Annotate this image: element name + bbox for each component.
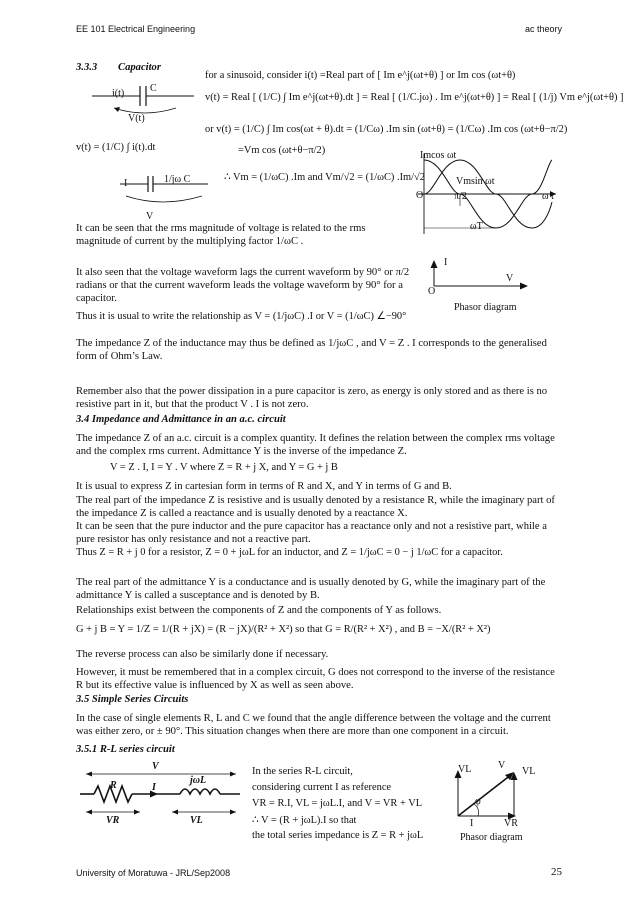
rl-v-label: V <box>152 761 159 772</box>
para-however: However, it must be remembered that in a complex circuit, G does not correspond to the inverse of the resistance R but its effective value is influenced by X as well as seen above. <box>76 667 555 692</box>
impedance-definition: The impedance Z of the inductance may thus be defined as 1/jωC , and V = Z . I corresponds to the generalised form of Ohm’s Law. <box>76 338 547 363</box>
para-pure-elements: It can be seen that the pure inductor and the pure capacitor has a reactance only and not a resistive part, while a pure resistor has only resistance and not a reactive part. <box>76 521 547 546</box>
section-number-333: 3.3.3 <box>76 62 98 73</box>
impedance-examples-line: Thus Z = R + j 0 for a resistor, Z = 0 + jωL for an inductor, and Z = 1/jωC = 0 − j 1/ωC for a capacitor. <box>76 547 503 558</box>
para-cartesian: It is usual to express Z in cartesian form in terms of R and X, and Y in terms of G and B. <box>76 481 452 492</box>
phasor2-phi-label: φ <box>475 796 481 807</box>
cap-eq-magnitude: ∴ Vm = (1/ωC) .Im and Vm/√2 = (1/ωC) .Im/√2 <box>224 172 425 183</box>
cap-eq-v-definition: v(t) = (1/C) ∫ i(t).dt <box>76 142 156 153</box>
wave-wt-label: ω t <box>542 191 554 202</box>
rl-text-line4: ∴ V = (R + jωL).I so that <box>252 815 357 826</box>
relationship-line: Thus it is usual to write the relationship as V = (1/jωC) .I or V = (1/ωC) ∠−90° <box>76 311 407 322</box>
rl-text-line2: considering current I as reference <box>252 782 392 793</box>
rl-text-line3: VR = R.I, VL = jωL.I, and V = VR + VL <box>252 798 423 809</box>
eq-impedance-admittance: V = Z . I, I = Y . V where Z = R + j X, and Y = G + j B <box>110 462 338 473</box>
cap-fig2-z-label: 1/jω C <box>164 174 191 185</box>
para-relationships: Relationships exist between the components of Z and the components of Y as follows. <box>76 605 442 616</box>
waveform-figure <box>412 150 562 240</box>
capacitor-impedance-figure <box>116 166 216 212</box>
phasor2-vr-label: VR <box>504 818 518 829</box>
section-title-capacitor: Capacitor <box>118 62 161 73</box>
cap-eq-real-part: v(t) = Real [ (1/C) ∫ Im e^j(ωt+θ).dt ] = Real [ (1/C.jω) . Im e^j(ωt+θ) ] = Real [ (1/j) Vm e^j(ωt+θ) ] <box>205 92 624 103</box>
wave-vm-label: Vmsin ωt <box>456 176 495 187</box>
para-real-imag-impedance: The real part of the impedance Z is resistive and is usually denoted by a resistance R, while the imaginary part of the impedance Z is called a reactance and is usually denoted by a reactance X. <box>76 495 555 520</box>
wave-wT-label: ωT <box>470 221 483 232</box>
phasor2-i-label: I <box>470 818 474 829</box>
running-footer-left: University of Moratuwa - JRL/Sep2008 <box>76 868 231 878</box>
para-admittance-parts: The real part of the admittance Y is a conductance and is usually denoted by G, while the imaginary part of the admittance Y is called a susceptance and is denoted by B. <box>76 577 546 602</box>
cap-eq-cos: =Vm cos (ωt+θ−π/2) <box>238 145 326 156</box>
phasor2-vl2-label: VL <box>522 766 536 777</box>
running-header-left: EE 101 Electrical Engineering <box>76 24 196 34</box>
para-rms-relation: It can be seen that the rms magnitude of voltage is related to the rms magnitude of current by the multiplying factor 1/ωC . <box>76 223 366 248</box>
rl-text-line5: the total series impedance is Z = R + jωL <box>252 830 424 841</box>
phasor1-caption: Phasor diagram <box>454 302 517 313</box>
rl-vr-label: VR <box>106 815 120 826</box>
para-impedance-admittance: The impedance Z of an a.c. circuit is a complex quantity. It defines the relation between the complex rms voltage and the complex rms current. Admittance Y is the inverse of the impedance Z. <box>76 433 555 458</box>
cap-current-label: i(t) <box>112 88 125 99</box>
para-power-dissipation: Remember also that the power dissipation in a pure capacitor is zero, as energy is only stored and as there is no resistive part in it, but that the product V . I is not zero. <box>76 386 548 411</box>
rl-text-line1: In the series R-L circuit, <box>252 766 353 777</box>
wave-im-label: Imcos ωt <box>420 150 457 161</box>
cap-fig2-v-label: V <box>146 211 154 222</box>
phasor1-o-label: O <box>428 286 436 297</box>
eq-g-plus-jb: G + j B = Y = 1/Z = 1/(R + jX) = (R − jX)/(R² + X²) so that G = R/(R² + X²) , and B = −X/(R² + X²) <box>76 624 491 635</box>
section-351-heading: 3.5.1 R-L series circuit <box>76 744 175 755</box>
rl-vl-label: VL <box>190 815 203 826</box>
phasor2-caption: Phasor diagram <box>460 832 523 843</box>
cap-eq-sinusoid: for a sinusoid, consider i(t) =Real part of [ Im e^j(ωt+θ) ] or Im cos (ωt+θ) <box>205 70 516 81</box>
running-header-right: ac theory <box>524 24 562 34</box>
wave-pi2-label: π/2 <box>454 191 467 202</box>
phasor1-i-label: I <box>444 257 448 268</box>
section-35-heading: 3.5 Simple Series Circuits <box>76 694 189 705</box>
rl-jwl-label: jωL <box>190 775 207 786</box>
para-reverse-process: The reverse process can also be similarly done if necessary. <box>76 649 329 660</box>
cap-fig2-i-label: I <box>124 178 128 189</box>
rl-i-label: I <box>152 782 156 793</box>
para-voltage-lag: It also seen that the voltage waveform lags the current waveform by 90° or π/2 radians or that the current waveform leads the voltage waveform by 90° for a capacitor. <box>76 267 410 305</box>
para-series-circuits: In the case of single elements R, L and C we found that the angle difference between the voltage and the current was either zero, or ± 90°. This situation changes when there are more than one component in a circuit. <box>76 713 551 738</box>
phasor1-v-label: V <box>506 273 514 284</box>
capacitor-circuit-figure <box>84 78 204 134</box>
rl-circuit-figure <box>76 762 246 824</box>
wave-origin-label: O <box>416 190 424 201</box>
page-number: 25 <box>551 866 562 878</box>
cap-eq-integral: or v(t) = (1/C) ∫ Im cos(ωt + θ).dt = (1/Cω) .Im sin (ωt+θ) = (1/Cω) .Im cos (ωt+θ−π/2) <box>205 124 568 135</box>
cap-c-label: C <box>150 83 157 94</box>
capacitor-phasor-diagram <box>424 258 534 298</box>
phasor2-v-label: V <box>498 760 506 771</box>
rl-r-label: R <box>110 780 117 791</box>
phasor2-vl-label: VL <box>458 764 472 775</box>
section-34-heading: 3.4 Impedance and Admittance in an a.c. circuit <box>76 414 286 425</box>
cap-voltage-label: V(t) <box>128 113 145 124</box>
